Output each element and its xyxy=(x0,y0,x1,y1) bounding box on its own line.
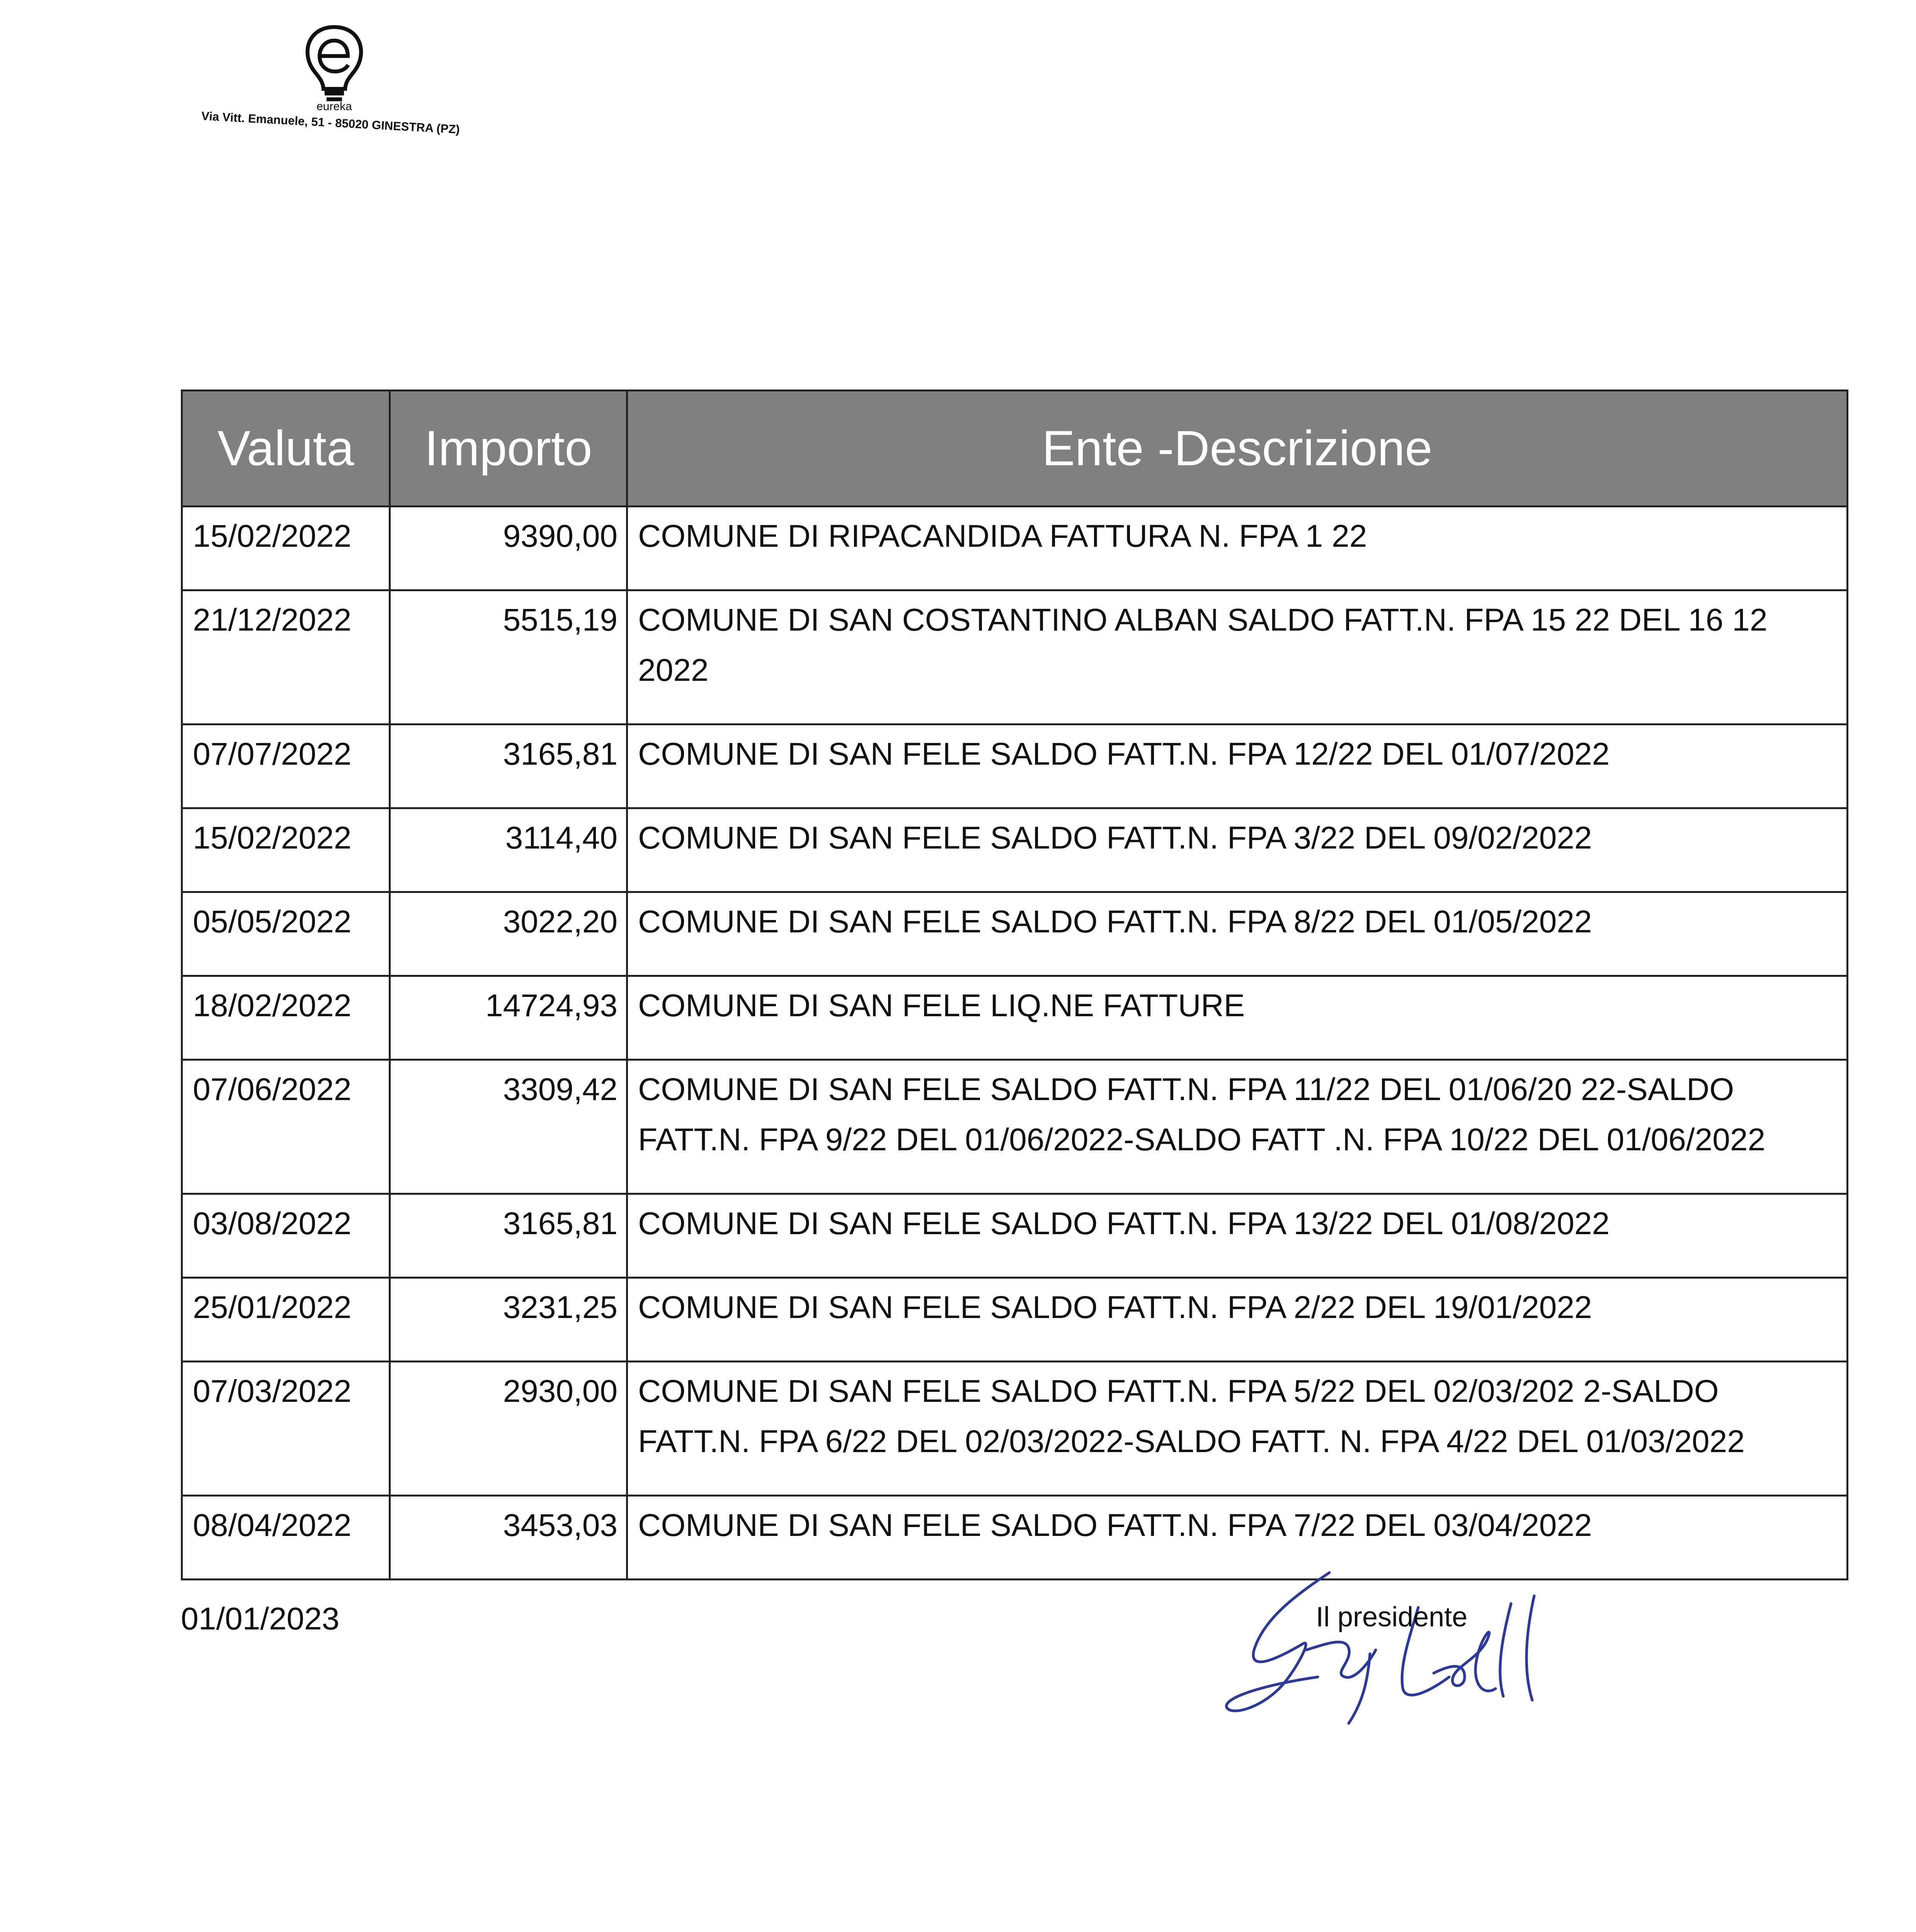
table-row xyxy=(182,1362,1848,1496)
letterhead-address-stamp xyxy=(199,100,493,155)
cell-valuta: 07/07/2022 xyxy=(182,724,390,808)
cell-descrizione: COMUNE DI SAN FELE SALDO FATT.N. FPA 2/22 DEL 19/01/2022 xyxy=(627,1278,1848,1362)
header-valuta: Valuta xyxy=(182,391,390,507)
cell-importo: 3165,81 xyxy=(390,724,627,808)
table-row xyxy=(182,1278,1848,1362)
cell-importo: 3309,42 xyxy=(390,1060,627,1194)
table-row xyxy=(182,507,1848,590)
table-row xyxy=(182,1060,1848,1194)
cell-importo: 3022,20 xyxy=(390,892,627,976)
table-row xyxy=(182,1496,1848,1580)
cell-descrizione: COMUNE DI SAN FELE SALDO FATT.N. FPA 3/22 DEL 09/02/2022 xyxy=(627,808,1848,892)
cell-importo: 3114,40 xyxy=(390,808,627,892)
cell-descrizione: COMUNE DI SAN FELE SALDO FATT.N. FPA 12/22 DEL 01/07/2022 xyxy=(627,724,1848,808)
table-row xyxy=(182,1194,1848,1278)
cell-descrizione: COMUNE DI SAN FELE SALDO FATT.N. FPA 13/22 DEL 01/08/2022 xyxy=(627,1194,1848,1278)
table-row xyxy=(182,590,1848,724)
table-row xyxy=(182,724,1848,808)
cell-valuta: 18/02/2022 xyxy=(182,976,390,1060)
cell-valuta: 07/06/2022 xyxy=(182,1060,390,1194)
cell-descrizione: COMUNE DI SAN FELE SALDO FATT.N. FPA 5/22 DEL 02/03/202 2-SALDO FATT.N. FPA 6/22 DEL 02/03/2022-SALDO FATT. N. FPA 4/22 DEL 01/03/2022 xyxy=(627,1362,1848,1496)
header-importo: Importo xyxy=(390,391,627,507)
table-row xyxy=(182,808,1848,892)
cell-importo: 2930,00 xyxy=(390,1362,627,1496)
header-descrizione: Ente -Descrizione xyxy=(627,391,1848,507)
cell-importo: 3453,03 xyxy=(390,1496,627,1580)
cell-valuta: 05/05/2022 xyxy=(182,892,390,976)
signer-role: Il presidente xyxy=(1316,1602,1468,1633)
cell-importo: 3165,81 xyxy=(390,1194,627,1278)
cell-descrizione: COMUNE DI SAN FELE SALDO FATT.N. FPA 11/22 DEL 01/06/20 22-SALDO FATT.N. FPA 9/22 DEL 01/06/2022-SALDO FATT .N. FPA 10/22 DEL 01/06/2022 xyxy=(627,1060,1848,1194)
cell-descrizione: COMUNE DI SAN FELE SALDO FATT.N. FPA 7/22 DEL 03/04/2022 xyxy=(627,1496,1848,1580)
cell-valuta: 25/01/2022 xyxy=(182,1278,390,1362)
table-row xyxy=(182,976,1848,1060)
cell-descrizione: COMUNE DI RIPACANDIDA FATTURA N. FPA 1 22 xyxy=(627,507,1848,590)
cell-valuta: 15/02/2022 xyxy=(182,507,390,590)
cell-importo: 5515,19 xyxy=(390,590,627,724)
cell-importo: 3231,25 xyxy=(390,1278,627,1362)
cell-valuta: 21/12/2022 xyxy=(182,590,390,724)
cell-descrizione: COMUNE DI SAN FELE LIQ.NE FATTURE xyxy=(627,976,1848,1060)
cell-valuta: 07/03/2022 xyxy=(182,1362,390,1496)
svg-text:Via Vitt. Emanuele, 51 - 85020: Via Vitt. Emanuele, 51 - 85020 GINESTRA (PZ) xyxy=(201,109,460,136)
cell-importo: 9390,00 xyxy=(390,507,627,590)
lightbulb-logo-icon xyxy=(296,23,373,112)
document-date: 01/01/2023 xyxy=(181,1601,340,1636)
cell-importo: 14724,93 xyxy=(390,976,627,1060)
cell-valuta: 15/02/2022 xyxy=(182,808,390,892)
svg-text:eureka: eureka xyxy=(316,100,352,112)
cell-valuta: 08/04/2022 xyxy=(182,1496,390,1580)
cell-descrizione: COMUNE DI SAN COSTANTINO ALBAN SALDO FATT.N. FPA 15 22 DEL 16 12 2022 xyxy=(627,590,1848,724)
letterhead-logo xyxy=(199,23,493,139)
cell-valuta: 03/08/2022 xyxy=(182,1194,390,1278)
table-row xyxy=(182,892,1848,976)
payments-table xyxy=(181,389,1848,1580)
handwritten-signature xyxy=(1217,1561,1565,1747)
table-header-row xyxy=(182,391,1848,507)
cell-descrizione: COMUNE DI SAN FELE SALDO FATT.N. FPA 8/22 DEL 01/05/2022 xyxy=(627,892,1848,976)
